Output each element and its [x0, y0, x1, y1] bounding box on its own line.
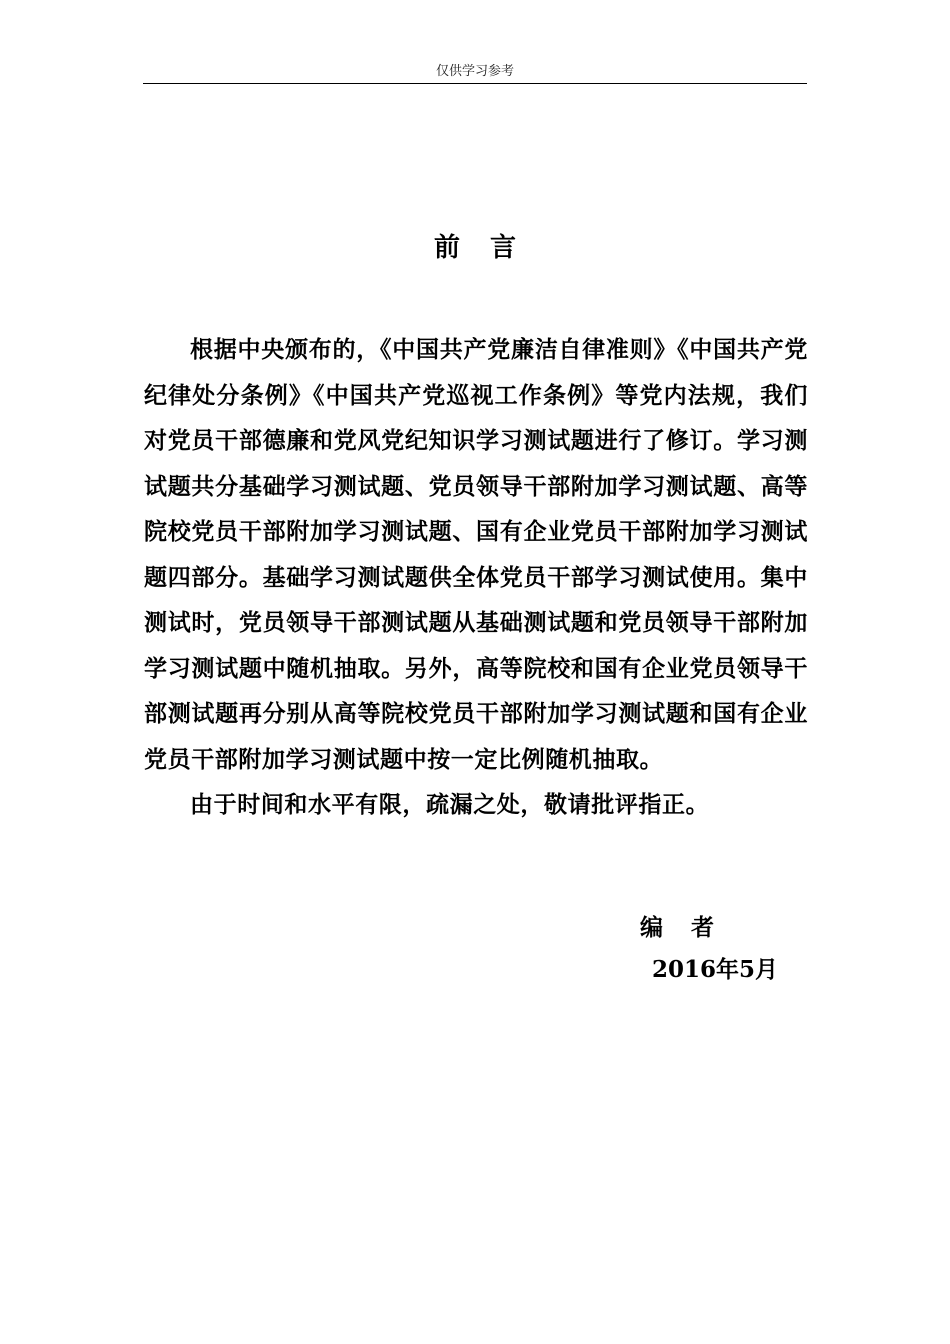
preface-body [144, 327, 808, 828]
running-header: 仅供学习参考 [435, 64, 514, 79]
page-title: 前言 [433, 233, 546, 263]
paragraph-2: 由于时间和水平有限，疏漏之处，敬请批评指正。 [190, 791, 710, 818]
paragraph-1: 根据中央颁布的，《中国共产党廉洁自律准则》《中国共产党纪律处分条例》《中国共产党巡视工作条例》等党内法规，我们对党员干部德廉和党风党纪知识学习测试题进行了修订。学习测试题共分基础学习测试题、党员领导干部附加学习测试题、高等院校党员干部附加学习测试题、国有企业党员干部附加学习测试题四部分。基础学习测试题供全体党员干部学习测试使用。集中测试时，党员领导干部测试题从基础测试题和党员领导干部附加学习测试题中随机抽取。另外，高等院校和国有企业党员领导干部测试题再分别从高等院校党员干部附加学习测试题和国有企业党员干部附加学习测试题中按一定比例随机抽取。 [144, 336, 808, 773]
author-signature: 编者 [640, 914, 742, 941]
header-rule [143, 83, 807, 84]
date-line: 2016年5月 [652, 956, 779, 983]
